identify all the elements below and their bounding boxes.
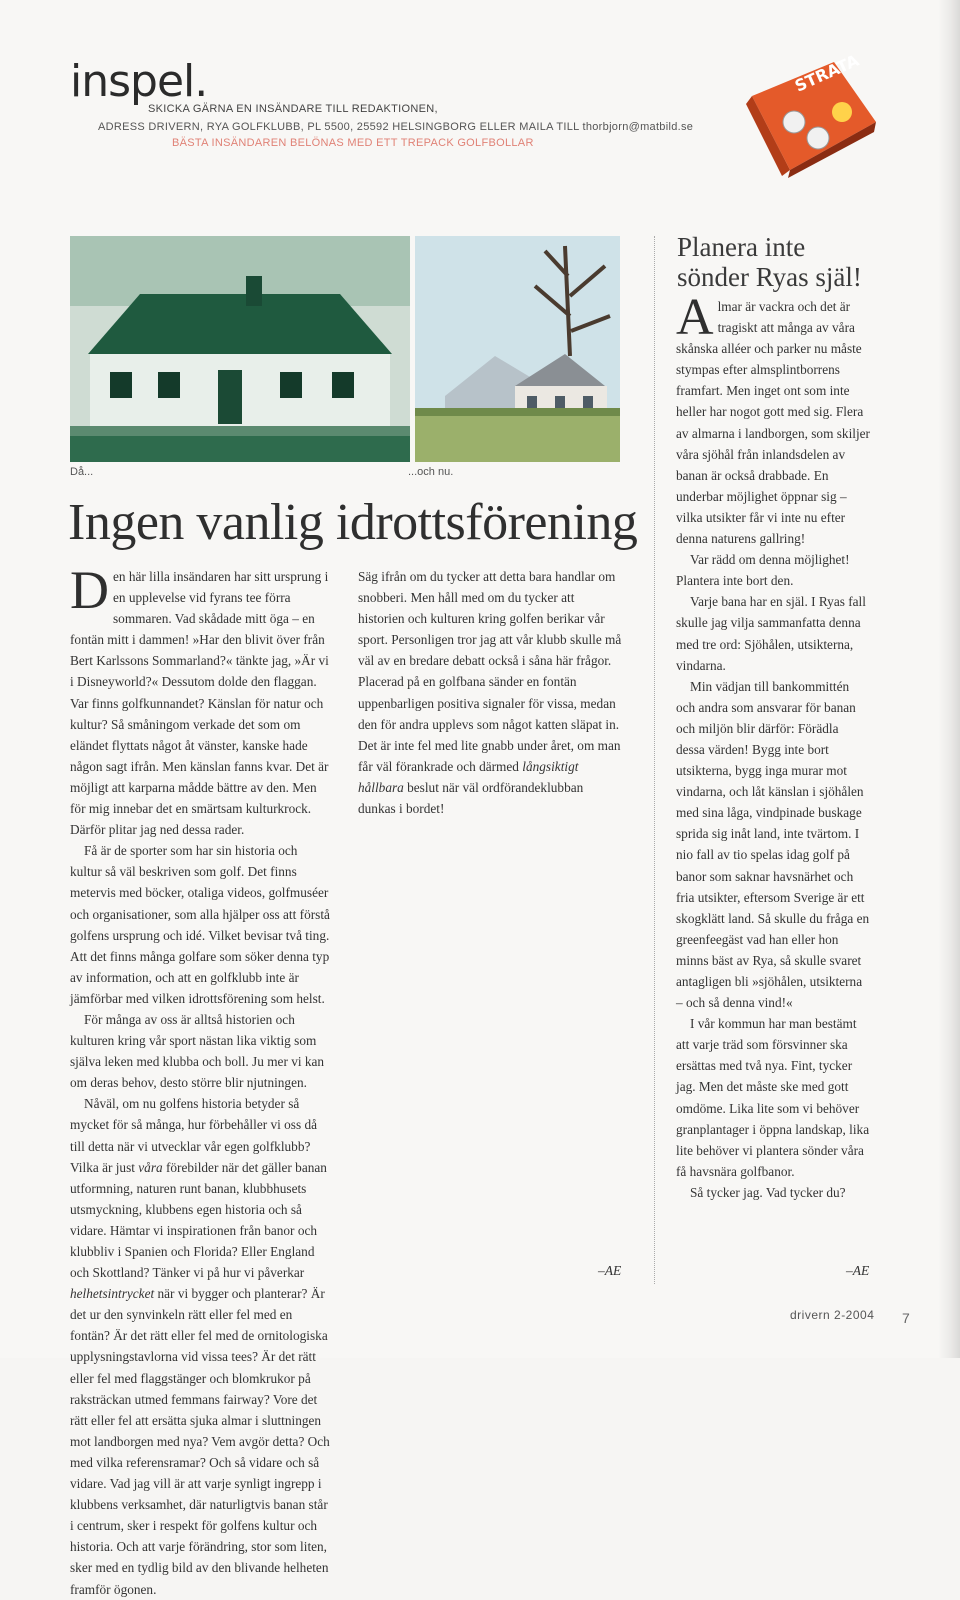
- article-signature: –AE: [598, 1263, 622, 1278]
- article-paragraph: Säg ifrån om du tycker att detta bara handlar om snobberi. Men håll med om du tycker att historien och kulturen kring golfen berikar vår sport. Personligen tror jag att vår klubb skulle må väl av en bredare debatt också i såna här frågor. Placerad på en golfbana sänder en fontän uppenbarligen positiva signaler för vissa, medan den för andra upplevs som något katten släpat in. Det är inte fel med lite gnabb under året, om man får väl förankrade och därmed långsiktigt hållbara beslut när väl ordförandeklubban dunkas i bordet!: [358, 569, 622, 817]
- sidebar-column: [676, 289, 870, 1203]
- old-clubhouse-photo: [70, 236, 410, 462]
- sidebar-paragraph: Så tycker jag. Vad tycker du?: [690, 1184, 846, 1200]
- submission-address: ADRESS DRIVERN, RYA GOLFKLUBB, PL 5500, 25592 HELSINGBORG ELLER MAILA TILL thorbjorn@matbild.se: [98, 121, 694, 133]
- article-paragraph: Nåväl, om nu golfens historia betyder så mycket för så många, hur förbehåller vi oss då till detta när vi utvecklar vår egen golfklubb? Vilka är just våra förebilder när det gäller banan utformning, naturen runt banan, klubbhusets utsmyckning, klubbens egen historia och så vidare. Hämtar vi inspirationen från banor och klubbliv i Spanien och Florida? Eller England och Skottland? Tänker vi på hur vi påverkar helhetsintrycket när vi bygger och planterar? Är det ur den synvinkeln rätt eller fel med en fontän? Är det rätt eller fel med de ornitologiska upplysningstavlorna vid vissa tees? Är det rätt eller fel med flaggstänger och blomkrukor på raksträckan utmed femmans fairway? Vore det rätt eller fel att ersätta sjuka almar i sluttningen mot landborgen med nya? Vem avgör detta? Och med vilka referensramar? Och så vidare och så vidare. Vad jag vill är att varje synligt ingrepp i klubbens verksamhet, där naturligtvis banan står i centrum, sker i respekt för golfens kultur och historia. Och att varje förändring, stor som liten, sker med en tydlig bild av den blivande helheten framför ögonen.: [70, 1096, 330, 1597]
- ball-pack-image: [742, 52, 882, 180]
- photo-caption-then: Då...: [70, 466, 94, 478]
- drop-cap: A: [676, 289, 714, 346]
- column-divider: [654, 236, 655, 1284]
- submission-note: SKICKA GÄRNA EN INSÄNDARE TILL REDAKTIONEN,: [148, 103, 438, 115]
- page-edge-shadow: [938, 0, 960, 1358]
- new-clubhouse-photo: [415, 236, 620, 462]
- issue-label: drivern 2-2004: [790, 1308, 875, 1322]
- sidebar-paragraph: Min vädjan till bankommittén och andra som ansvarar för banan och miljön blir därför: Förädla dessa värden! Bygg inte bort utsikterna, bygg inga murar mot vindarna, och låt känslan i sjöhålen med sina låga, vindpinade buskage sprida sig inåt land, inte tvärtom. I nio fall av tio spelas idag golf på banor som saknar havsnärhet och fria utsikter, eftersom Sverige är ett skogklätt land. Så skulle du fråga en greenfeegäst vad han eller hon minns bäst av Rya, så skulle svaret antagligen bli »sjöhålen, utsikterna – och så denna vind!«: [676, 678, 870, 1011]
- sidebar-paragraph: Varje bana har en själ. I Ryas fall skulle jag vilja sammanfatta denna med tre ord: Sjöhålen, utsikterna, vindarna.: [676, 594, 866, 673]
- article-paragraph: Få är de sporter som har sin historia och kultur så väl beskriven som golf. Det finns metervis med böcker, otaliga videos, golfmuséer och organisationer, som alla hjälper oss att förstå golfens ursprung och idé. Vilket bevisar två ting. Att det finns många golfare som söker denna typ av information, och att en golfklubb inte är jämförbar med vilken idrottsförening som helst.: [70, 843, 330, 1006]
- sidebar-paragraph: I vår kommun har man bestämt att varje träd som försvinner ska ersättas med två nya. Fint, tycker jag. Men det måste ske med gott omdöme. Lika lite som vi behöver granplantager i öppna landskap, lika lite behöver vi plantera sönder våra få havsnära golfbanor.: [676, 1016, 870, 1179]
- article-column-2: [358, 566, 624, 819]
- drop-cap: D: [70, 560, 109, 620]
- section-title: inspel.: [70, 56, 208, 107]
- ad-brand: STRATA: [791, 52, 862, 96]
- sidebar-paragraph: Almar är vackra och det är tragiskt att många av våra skånska alléer och parker nu måste stympas efter almsplintborrens framfart. Men inget ont som inte heller har nogot gott med sig. Flera av almarna i landborgen, som skiljer våra sjöhål från inlandsdelen av banan är också drabbade. En underbar möjlighet öppnar sig – vilka utsikter får vi inte nu efter denna naturens gallring!: [676, 289, 870, 547]
- photo-caption-now: ...och nu.: [408, 466, 454, 478]
- article-column-1: [70, 560, 332, 1600]
- page-number: 7: [902, 1310, 910, 1326]
- sidebar-headline: Planera inte sönder Ryas själ!: [677, 232, 862, 292]
- prize-note: BÄSTA INSÄNDAREN BELÖNAS MED ETT TREPACK GOLFBOLLAR: [172, 137, 534, 149]
- sidebar-paragraph: Var rädd om denna möjlighet! Plantera inte bort den.: [676, 552, 850, 589]
- article-paragraph: Den här lilla insändaren har sitt ursprung i en upplevelse vid fyrans tee förra sommaren. Vad skådade mitt öga – en fontän mitt i dammen! »Har den blivit över från Bert Karlssons Sommarland?« tänkte jag, »Är vi i Disneyworld?« Dessutom dolde den flaggan. Var finns golfkunnandet? Känslan för natur och kultur? Så småningom verkade det som om eländet flyttats något åt vänster, kanske hade någon sagt ifrån. Men känslan fanns kvar. Det är möjligt att karparna mådde bättre av den. Men för mig innebar det en smärtsam kulturkrock. Därför plitar jag ned dessa rader.: [70, 560, 329, 838]
- article-headline: Ingen vanlig idrottsförening: [68, 494, 638, 551]
- golf-ball-ad: [742, 52, 882, 180]
- sidebar-signature: –AE: [846, 1263, 870, 1278]
- article-paragraph: För många av oss är alltså historien och kulturen kring vår sport nästan lika viktig som själva leken med klubba och boll. Ju mer vi kan om deras behov, desto större blir njutningen.: [70, 1011, 325, 1091]
